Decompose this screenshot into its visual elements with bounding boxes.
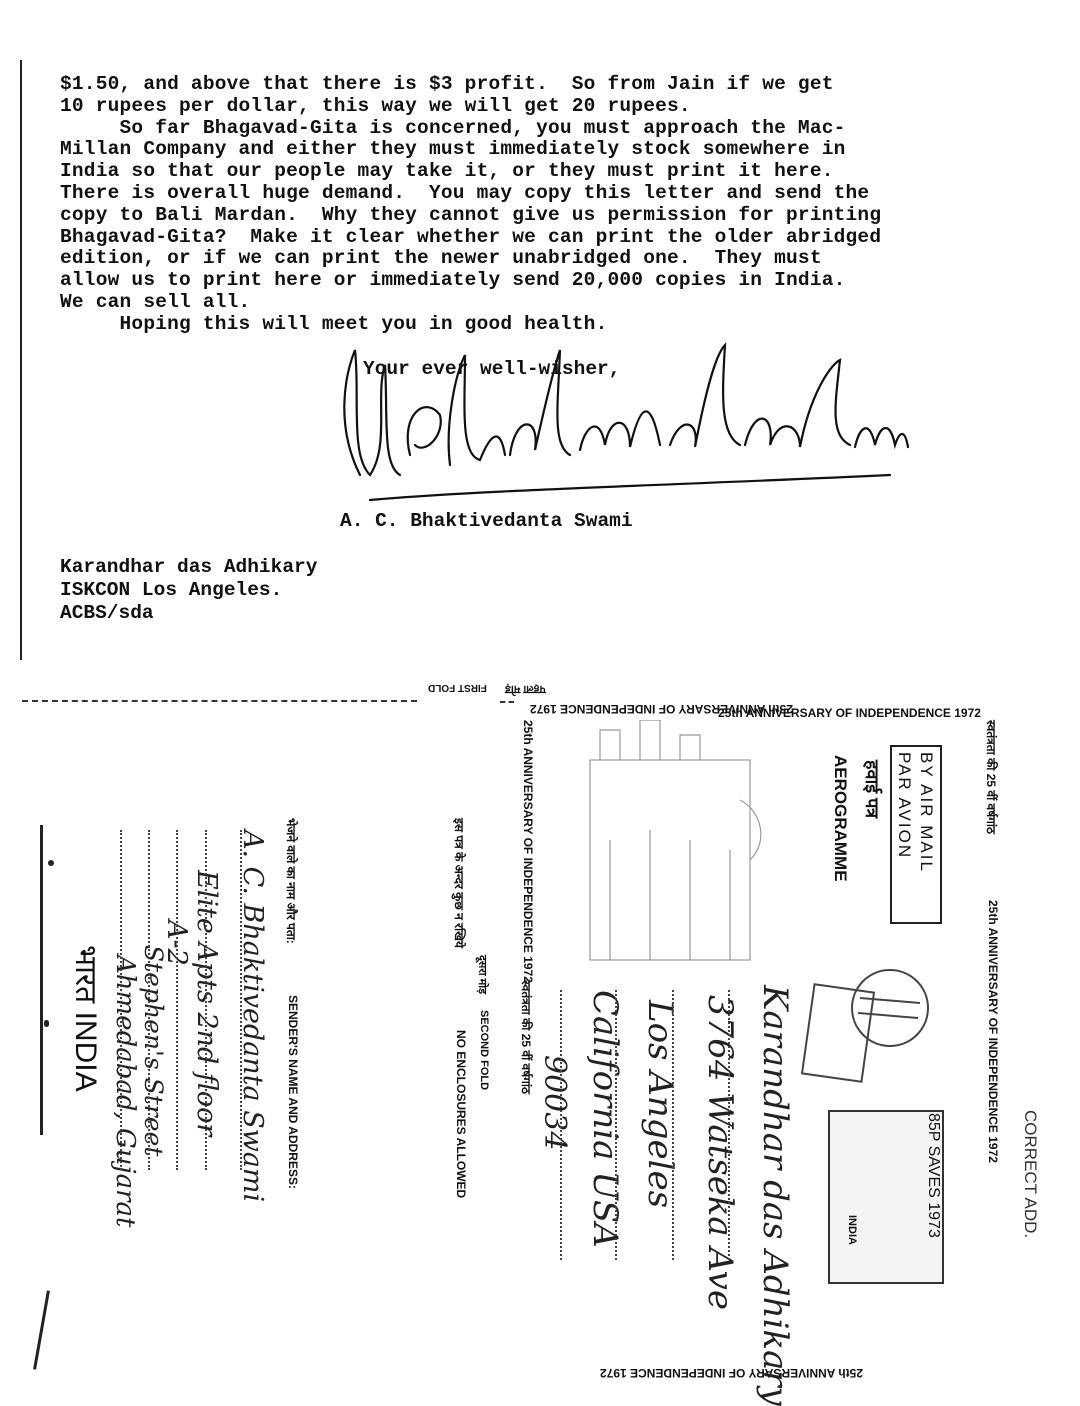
second-fold-label: SECOND FOLD [478,1010,490,1091]
sender-dotted-line [120,830,122,1170]
anniversary-banner-bottom: 25th ANNIVERSARY OF INDEPENDENCE 1972 [600,1366,863,1380]
second-fold-hindi: दूसरा मोड़ [476,955,488,994]
to-address-line-3: Los Angeles [640,1000,680,1209]
reference-initials: ACBS/sda [60,602,154,624]
anniversary-banner-left-hindi: स्वतंत्रता की 25 वीं वर्षगांठ [519,980,533,1094]
anniversary-banner-top-inverted: 25th ANNIVERSARY OF INDEPENDENCE 1972 [530,702,793,716]
address-dotted-line [560,990,562,1260]
sender-address-line-3: A-2 [161,920,192,966]
letter-line: edition, or if we can print the newer unabridged one. They must [60,247,822,270]
address-dotted-line [672,990,674,1260]
letter-line: We can sell all. [60,290,251,313]
scan-speck [44,1020,49,1027]
letter-line: 10 rupees per dollar, this way we will get 20 rupees. [60,94,691,117]
handwritten-signature [330,335,920,510]
first-fold-line [22,700,417,702]
letter-closing: Your ever well-wisher, [363,358,621,380]
anniversary-banner-top: 25th ANNIVERSARY OF INDEPENDENCE 1972 [718,706,981,720]
letter-line: $1.50, and above that there is $3 profit. So from Jain if we get [60,73,834,95]
address-dotted-line [728,990,730,1260]
anniversary-banner-left: 25th ANNIVERSARY OF INDEPENDENCE 1972 [521,720,535,983]
left-margin-line [20,60,22,660]
anniversary-banner-right: 25th ANNIVERSARY OF INDEPENDENCE 1972 [986,900,1000,1163]
scan-speck [48,860,54,866]
letter-line: There is overall huge demand. You may copy this letter and send the [60,181,870,204]
sender-address-line-2: Elite Apts 2nd floor [191,870,222,1137]
by-air-mail-label: BY AIR MAIL [917,752,936,873]
letter-line: Bhagavad-Gita? Make it clear whether we can print the older abridged [60,225,882,248]
sender-dotted-line [205,830,207,1170]
address-dotted-line [615,990,617,1260]
recipient-block [60,556,317,625]
aerogramme-label: AEROGRAMME [831,755,850,882]
correct-address-note: CORRECT ADD. [1021,1110,1040,1239]
letter-line: India so that our people may take it, or they must print it here. [60,160,834,183]
to-address-line-4: California USA [585,990,625,1248]
recipient-location: ISKCON Los Angeles. [60,579,283,601]
no-enclosures-hindi: इस पत्र के अन्दर कुछ न रखिये [452,818,466,948]
sender-label: SENDER'S NAME AND ADDRESS: [286,995,300,1189]
sender-dotted-line [176,830,178,1170]
stamp-country: INDIA [846,1215,858,1245]
stamp-value-text: 85P SAVES 1973 [925,1113,942,1238]
letter-line: copy to Bali Mardan. Why they cannot give us permission for printing [60,203,882,226]
to-address-line-1: Karandhar das Adhikary [755,985,795,1406]
country-india: भारत INDIA [69,945,102,1092]
first-fold-line-end [500,701,514,703]
sender-address-line-4: Stephen's Street [139,945,168,1157]
no-enclosures-label: NO ENCLOSURES ALLOWED [454,1030,468,1199]
first-fold-hindi: पहला मोड़ [505,683,546,695]
letter-body [60,74,1020,336]
sender-dotted-line [240,830,242,1170]
monument-illustration [560,720,780,980]
letter-line: Hoping this will meet you in good health. [60,312,608,335]
signer-name: A. C. Bhaktivedanta Swami [340,510,633,532]
letter-line: So far Bhagavad-Gita is concerned, you must approach the Mac- [60,116,846,139]
first-fold-label: FIRST FOLD [428,682,487,693]
left-scan-edge [33,1290,50,1369]
letter-line: Millan Company and either they must immediately stock somewhere in [60,138,846,161]
postmark [800,968,930,1088]
to-address-zip: 90034 [537,1055,572,1151]
sender-dotted-line [148,830,150,1170]
left-scan-edge [40,825,43,1135]
sender-label-hindi: भेजने वाले का नाम और पता: [284,818,298,944]
sender-address-line-5: Ahmedabad, Gujarat [110,955,140,1228]
recipient-name: Karandhar das Adhikary [60,556,318,578]
aerogramme-hindi-label: हवाई पत्र [862,760,882,819]
par-avion-label: PAR AVION [895,752,914,860]
letter-line: allow us to print here or immediately send 20,000 copies in India. [60,269,846,292]
sender-address-line-1: A. C. Bhaktivedanta Swami [237,830,268,1203]
to-address-line-2: 3764 Watseka Ave [700,995,740,1311]
anniversary-banner-right-hindi: स्वतंत्रता की 25 वीं वर्षगांठ [984,720,998,834]
